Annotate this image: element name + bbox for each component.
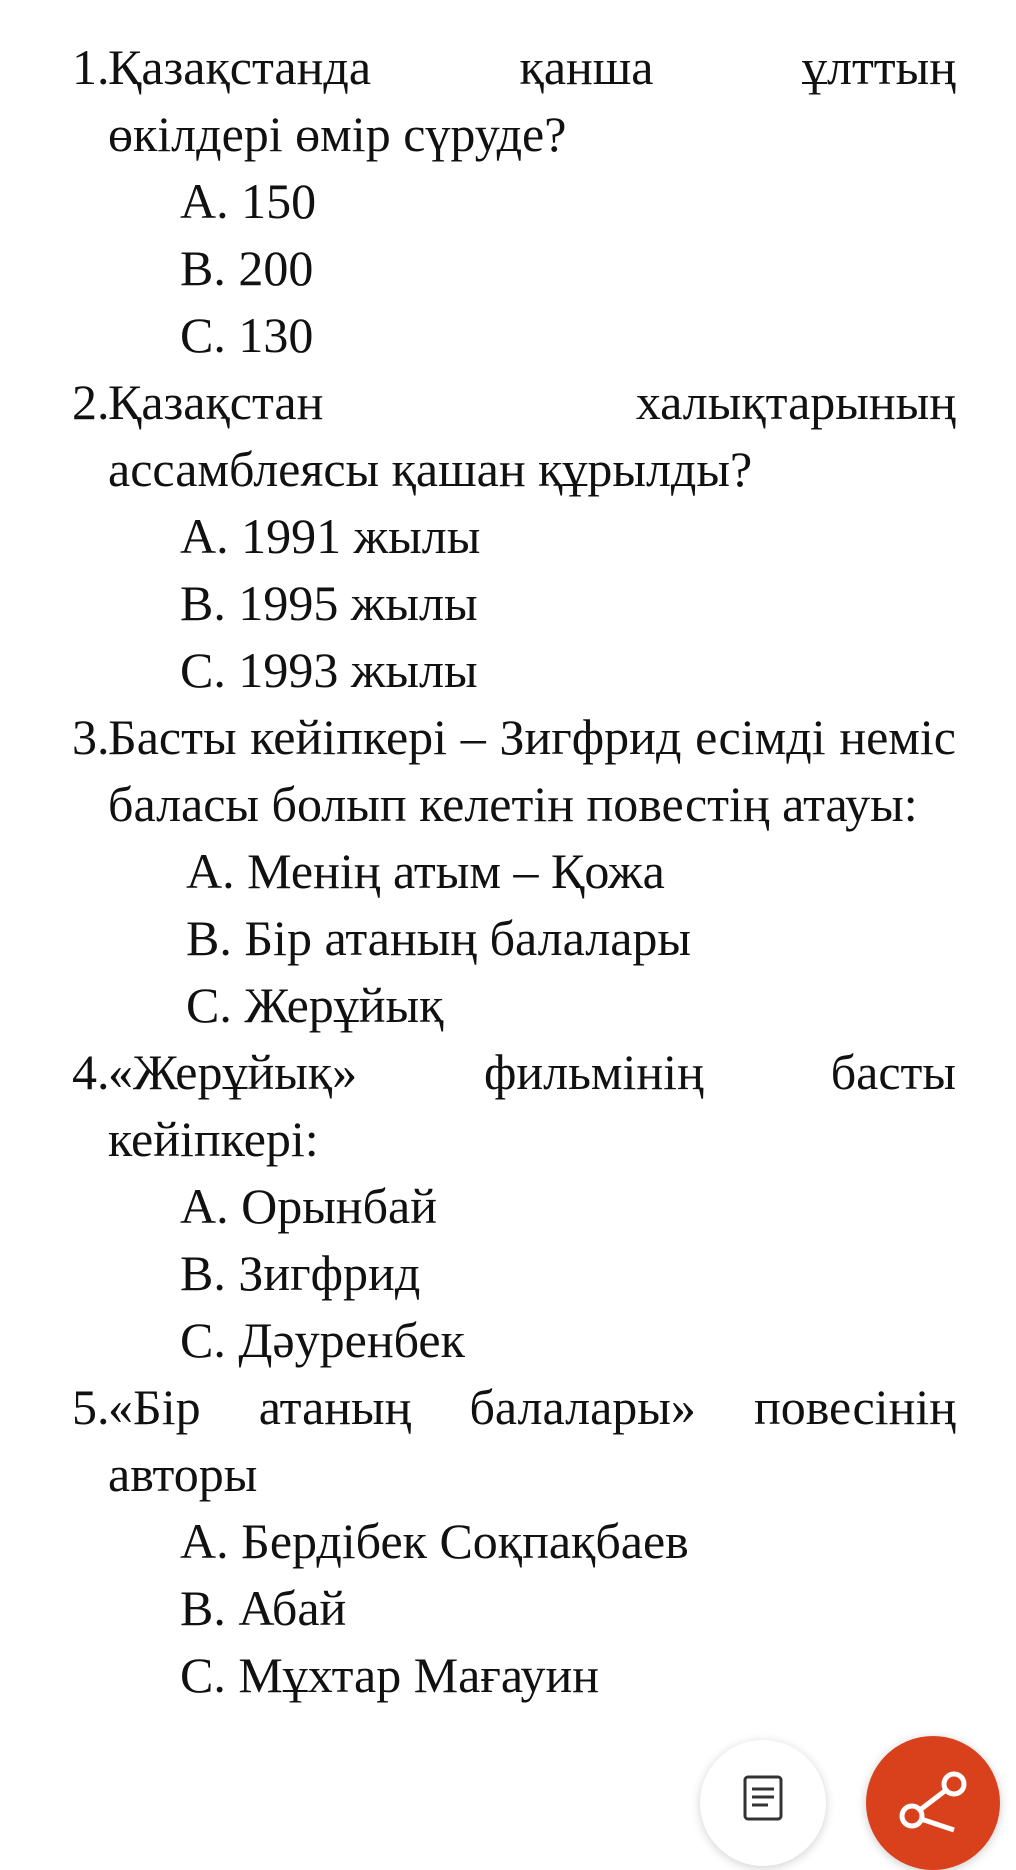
question-2 bbox=[72, 369, 956, 704]
option-b: B. 1995 жылы bbox=[180, 575, 478, 631]
question-number: 5. bbox=[72, 1379, 110, 1435]
question-text-line-2: ассамблеясы қашан құрылды? bbox=[108, 441, 753, 497]
option-c: C. 1993 жылы bbox=[180, 642, 478, 698]
option-a: A. Менің атым – Қожа bbox=[186, 843, 665, 899]
option-b: B. 200 bbox=[180, 240, 314, 296]
option-c: C. 130 bbox=[180, 307, 314, 363]
question-text-line-1: Қазақстанда қанша ұлттың bbox=[108, 39, 956, 95]
option-a: A. 150 bbox=[180, 173, 317, 229]
option-b: B. Бір атаның балалары bbox=[186, 910, 692, 966]
question-text-line-2: авторы bbox=[108, 1446, 258, 1502]
question-text-line-1: Қазақстан халықтарының bbox=[108, 374, 956, 430]
question-number: 4. bbox=[72, 1044, 110, 1100]
question-text: Басты кейіпкері – Зигфрид есімді неміс баласы болып келетін повестің атауы: bbox=[108, 709, 956, 832]
question-5 bbox=[72, 1374, 956, 1709]
document-button[interactable] bbox=[700, 1740, 826, 1866]
question-number: 2. bbox=[72, 374, 110, 430]
question-3 bbox=[72, 704, 956, 1039]
answer-options bbox=[108, 1173, 956, 1374]
option-c: C. Дәуренбек bbox=[180, 1312, 465, 1368]
question-number: 3. bbox=[72, 709, 110, 765]
answer-options bbox=[108, 1508, 956, 1709]
option-b: B. Зигфрид bbox=[180, 1245, 421, 1301]
share-button[interactable] bbox=[866, 1736, 1000, 1870]
option-a: A. Орынбай bbox=[180, 1178, 437, 1234]
question-4 bbox=[72, 1039, 956, 1374]
option-c: C. Жерұйық bbox=[186, 977, 444, 1033]
question-text bbox=[108, 1374, 956, 1508]
answer-options bbox=[108, 838, 956, 1039]
option-b: B. Абай bbox=[180, 1580, 347, 1636]
question-text bbox=[108, 369, 956, 503]
option-a: A. Бердібек Соқпақбаев bbox=[180, 1513, 689, 1569]
answer-options bbox=[108, 168, 956, 369]
option-c: C. Мұхтар Мағауин bbox=[180, 1647, 600, 1703]
question-text-line-2: өкілдері өмір сүруде? bbox=[108, 106, 567, 162]
document-icon bbox=[742, 1774, 784, 1822]
question-1 bbox=[72, 34, 956, 369]
question-text bbox=[108, 1039, 956, 1173]
question-text-line-1: «Жерұйық» фильмінің басты bbox=[108, 1044, 956, 1100]
quiz-document bbox=[72, 34, 956, 1709]
option-a: A. 1991 жылы bbox=[180, 508, 481, 564]
question-text-line-1: «Бір атаның балалары» повесінің bbox=[108, 1379, 956, 1435]
answer-options bbox=[108, 503, 956, 704]
question-number: 1. bbox=[72, 39, 110, 95]
question-text bbox=[108, 34, 956, 168]
share-icon bbox=[896, 1770, 970, 1834]
question-text-line-2: кейіпкері: bbox=[108, 1111, 319, 1167]
